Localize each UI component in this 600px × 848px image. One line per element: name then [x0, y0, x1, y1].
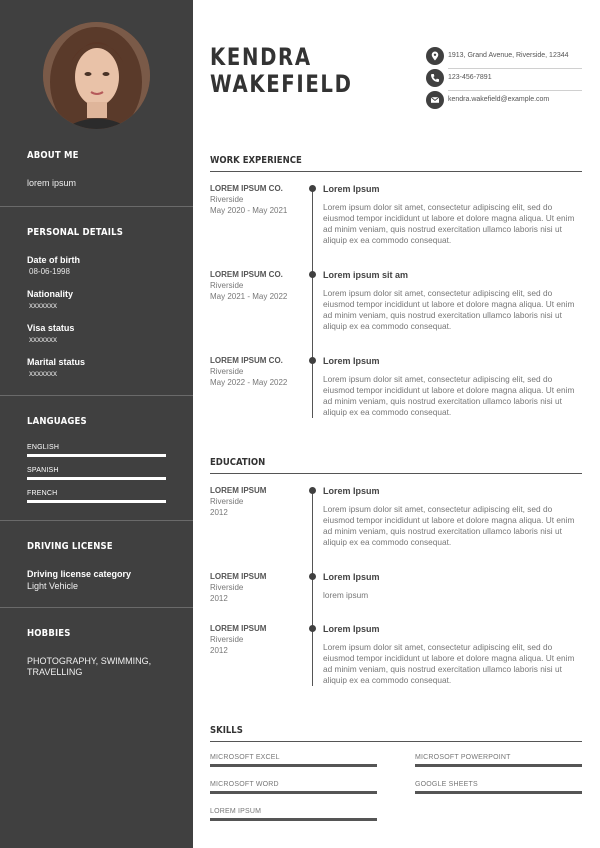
languages-section	[27, 416, 177, 497]
entry-description: Lorem ipsum dolor sit amet, consectetur adipiscing elit, sed do eiusmod tempor incididunt ut labore et dolore magna aliqua. Ut enim ad minim veniam, quis nostrud exercitation ullamco laboris nisi ut aliquip ex ea commodo consequat.	[323, 642, 575, 685]
language-item	[27, 444, 166, 457]
section-rule	[210, 171, 582, 172]
skill-name: MICROSOFT EXCEL	[210, 754, 280, 761]
entry-location: Riverside	[210, 367, 244, 376]
entry-description: lorem ipsum	[323, 590, 369, 600]
hobbies-text: PHOTOGRAPHY, SWIMMING, TRAVELLING	[27, 656, 152, 677]
phone-row	[426, 69, 582, 91]
personal-item	[27, 323, 74, 344]
skill-level-bar	[210, 764, 377, 767]
language-level-bar	[27, 500, 166, 503]
hobbies-section	[27, 628, 177, 678]
first-name: KENDRA	[210, 43, 312, 71]
sidebar	[0, 0, 193, 848]
entry-organization: LOREM IPSUM CO.	[210, 184, 283, 193]
nationality-value: xxxxxxx	[29, 301, 57, 310]
work-timeline	[312, 188, 313, 418]
skill-name: LOREM IPSUM	[210, 808, 262, 815]
language-item	[27, 490, 166, 503]
timeline-dot	[309, 271, 316, 278]
entry-location: Riverside	[210, 195, 244, 204]
entry-organization: LOREM IPSUM	[210, 572, 267, 581]
timeline-dot	[309, 357, 316, 364]
driving-license-value: Light Vehicle	[27, 581, 79, 591]
dob-label: Date of birth	[27, 255, 80, 265]
languages-heading: LANGUAGES	[27, 416, 87, 427]
divider	[0, 607, 193, 608]
entry-organization: LOREM IPSUM	[210, 624, 267, 633]
entry-title: Lorem Ipsum	[323, 356, 380, 366]
dob-value: 08-06-1998	[29, 267, 70, 276]
skill-name: MICROSOFT POWERPOINT	[415, 754, 511, 761]
about-heading: ABOUT ME	[27, 150, 79, 161]
skill-item	[210, 754, 377, 767]
entry-description: Lorem ipsum dolor sit amet, consectetur adipiscing elit, sed do eiusmod tempor incididunt ut labore et dolore magna aliqua. Ut enim ad minim veniam, quis nostrud exercitation ullamco laboris nisi ut aliquip ex ea commodo consequat.	[323, 504, 575, 547]
entry-description: Lorem ipsum dolor sit amet, consectetur adipiscing elit, sed do eiusmod tempor incididunt ut labore et dolore magna aliqua. Ut enim ad minim veniam, quis nostrud exercitation ullamco laboris nisi ut aliquip ex ea commodo consequat.	[323, 288, 575, 331]
language-level-bar	[27, 477, 166, 480]
mail-icon	[426, 91, 444, 109]
divider	[0, 395, 193, 396]
section-rule	[210, 741, 582, 742]
candidate-name	[210, 44, 353, 98]
entry-date: May 2022 - May 2022	[210, 378, 288, 387]
profile-photo	[43, 22, 150, 129]
education-heading: EDUCATION	[210, 457, 266, 468]
driving-license-label: Driving license category	[27, 569, 132, 579]
skill-item	[415, 754, 582, 767]
work-experience-heading: WORK EXPERIENCE	[210, 155, 302, 166]
address-row	[426, 47, 582, 69]
driving-license-heading: DRIVING LICENSE	[27, 541, 113, 552]
entry-date: 2012	[210, 508, 228, 517]
skill-level-bar	[210, 791, 377, 794]
phone-icon	[426, 69, 444, 87]
timeline-dot	[309, 487, 316, 494]
personal-item	[27, 289, 73, 310]
skill-level-bar	[210, 818, 377, 821]
skill-item	[415, 781, 582, 794]
entry-title: Lorem Ipsum	[323, 624, 380, 634]
language-name: SPANISH	[27, 467, 59, 474]
personal-details-section	[27, 227, 177, 378]
language-name: ENGLISH	[27, 444, 60, 451]
timeline-dot	[309, 573, 316, 580]
personal-details-heading: PERSONAL DETAILS	[27, 227, 123, 238]
marital-status-label: Marital status	[27, 357, 86, 367]
phone-text: 123-456-7891	[448, 74, 492, 81]
entry-title: Lorem Ipsum	[323, 184, 380, 194]
skill-name: MICROSOFT WORD	[210, 781, 279, 788]
entry-location: Riverside	[210, 281, 244, 290]
timeline-dot	[309, 185, 316, 192]
map-pin-icon	[426, 47, 444, 65]
entry-organization: LOREM IPSUM CO.	[210, 356, 283, 365]
section-rule	[210, 473, 582, 474]
skill-item	[210, 781, 377, 794]
entry-location: Riverside	[210, 583, 244, 592]
language-name: FRENCH	[27, 490, 58, 497]
divider	[0, 206, 193, 207]
entry-date: 2012	[210, 646, 228, 655]
email-text: kendra.wakefield@example.com	[448, 96, 550, 103]
driving-license-section	[27, 541, 177, 591]
entry-title: Lorem ipsum sit am	[323, 270, 409, 280]
entry-title: Lorem Ipsum	[323, 572, 380, 582]
entry-description: Lorem ipsum dolor sit amet, consectetur adipiscing elit, sed do eiusmod tempor incididunt ut labore et dolore magna aliqua. Ut enim ad minim veniam, quis nostrud exercitation ullamco laboris nisi ut aliquip ex ea commodo consequat.	[323, 374, 575, 417]
entry-date: 2012	[210, 594, 228, 603]
entry-title: Lorem Ipsum	[323, 486, 380, 496]
language-item	[27, 467, 166, 480]
entry-date: May 2020 - May 2021	[210, 206, 288, 215]
email-row	[426, 91, 582, 113]
skill-name: GOOGLE SHEETS	[415, 781, 478, 788]
personal-item	[27, 357, 85, 378]
entry-location: Riverside	[210, 497, 244, 506]
personal-item	[27, 255, 80, 276]
skill-level-bar	[415, 764, 582, 767]
nationality-label: Nationality	[27, 289, 74, 299]
education-timeline	[312, 490, 313, 686]
skills-heading: SKILLS	[210, 725, 243, 736]
entry-organization: LOREM IPSUM	[210, 486, 267, 495]
entry-organization: LOREM IPSUM CO.	[210, 270, 283, 279]
address-text: 1913, Grand Avenue, Riverside, 12344	[448, 52, 569, 59]
timeline-dot	[309, 625, 316, 632]
entry-date: May 2021 - May 2022	[210, 292, 288, 301]
about-section	[27, 150, 177, 188]
skill-level-bar	[415, 791, 582, 794]
last-name: WAKEFIELD	[210, 70, 353, 98]
divider	[0, 520, 193, 521]
skill-item	[210, 808, 377, 821]
entry-location: Riverside	[210, 635, 244, 644]
entry-description: Lorem ipsum dolor sit amet, consectetur adipiscing elit, sed do eiusmod tempor incididunt ut labore et dolore magna aliqua. Ut enim ad minim veniam, quis nostrud exercitation ullamco laboris nisi ut aliquip ex ea commodo consequat.	[323, 202, 575, 245]
hobbies-heading: HOBBIES	[27, 628, 71, 639]
marital-status-value: xxxxxxx	[29, 369, 57, 378]
visa-status-label: Visa status	[27, 323, 75, 333]
about-text: lorem ipsum	[27, 178, 77, 188]
language-level-bar	[27, 454, 166, 457]
visa-status-value: xxxxxxx	[29, 335, 57, 344]
